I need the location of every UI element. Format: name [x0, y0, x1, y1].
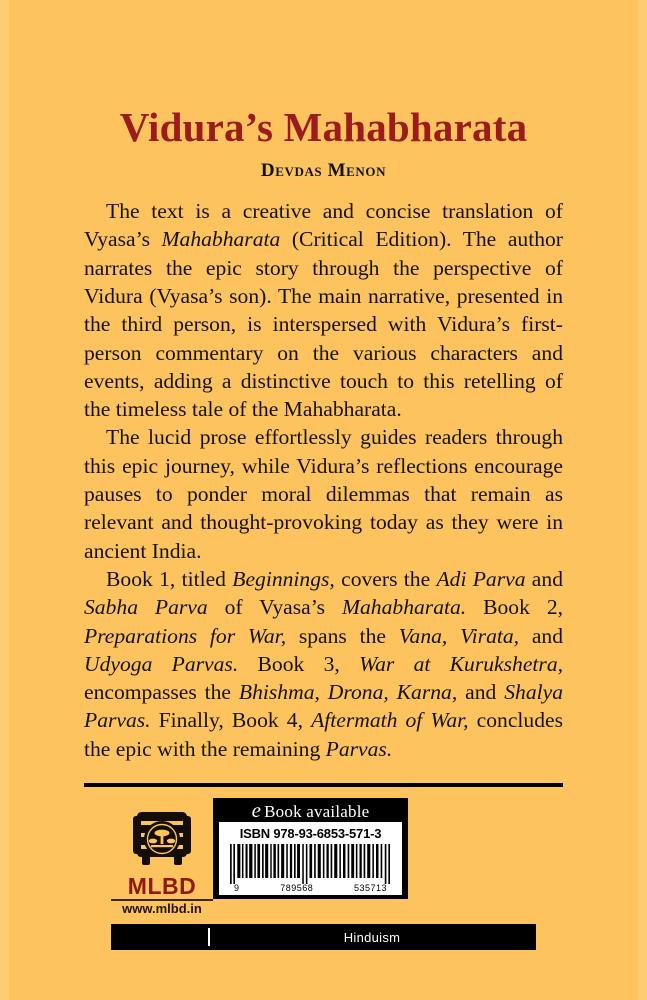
blurb-paragraph-1: The text is a creative and concise translation of Vyasa’s Mahabharata (Critical Edition). The author narrates the epic story through the perspective of Vidura (Vyasa’s son). The main narrative, presented in the third person, is interspersed with Vidura’s first-person commentary on the various characters and events, adding a distinctive touch to this retelling of the timeless tale of the Mahabharata. — [84, 199, 563, 422]
publisher-logo-block — [111, 806, 213, 916]
blurb-text-block — [84, 182, 563, 763]
ebook-available-label: Book available — [264, 802, 370, 821]
barcode-digit-left: 9 — [234, 883, 240, 893]
subject-category-bar — [111, 924, 536, 950]
horizontal-divider-rule — [84, 783, 563, 787]
book-author: Devdas Menon — [260, 160, 387, 182]
barcode-digit-group-2: 535713 — [353, 883, 387, 893]
blurb-paragraph-2: The lucid prose effortlessly guides readers through this epic journey, while Vidura’s reflections encourage pauses to ponder moral dilemmas that remain as relevant and thought-provoking today as they were in ancient India. — [84, 425, 563, 563]
publisher-and-isbn-row — [0, 798, 647, 920]
book-title: Vidura’s Mahabharata — [119, 104, 528, 150]
barcode-bars-icon — [228, 844, 393, 884]
barcode-white-box — [219, 822, 402, 895]
ebook-e-glyph-icon: e — [251, 798, 262, 822]
mlbd-emblem-icon — [129, 806, 195, 872]
ebook-available-banner — [213, 798, 408, 822]
barcode-graphic — [219, 844, 402, 893]
isbn-barcode-panel — [213, 798, 408, 899]
barcode-digit-group-1: 789568 — [280, 883, 314, 893]
barcode-digit-row — [228, 883, 393, 893]
subject-category-label: Hinduism — [343, 929, 401, 945]
isbn-number: ISBN 978-93-6853-571-3 — [239, 826, 382, 841]
blurb-paragraph-3: Book 1, titled Beginnings, covers the Adi Parva and Sabha Parva of Vyasa’s Mahabharata. Book 2, Preparations for War, spans the Vana, Virata, and Udyoga Parvas. Book 3, War at Kurukshetra, encompasses the Bhishma, Drona, Karna, and Shalya Parvas. Finally, Book 4, Aftermath of War, concludes the epic with the remaining Parvas. — [84, 566, 564, 761]
cover-bottom-zone — [0, 798, 647, 958]
publisher-website: www.mlbd.in — [122, 901, 202, 917]
publisher-name: MLBD — [127, 873, 197, 899]
